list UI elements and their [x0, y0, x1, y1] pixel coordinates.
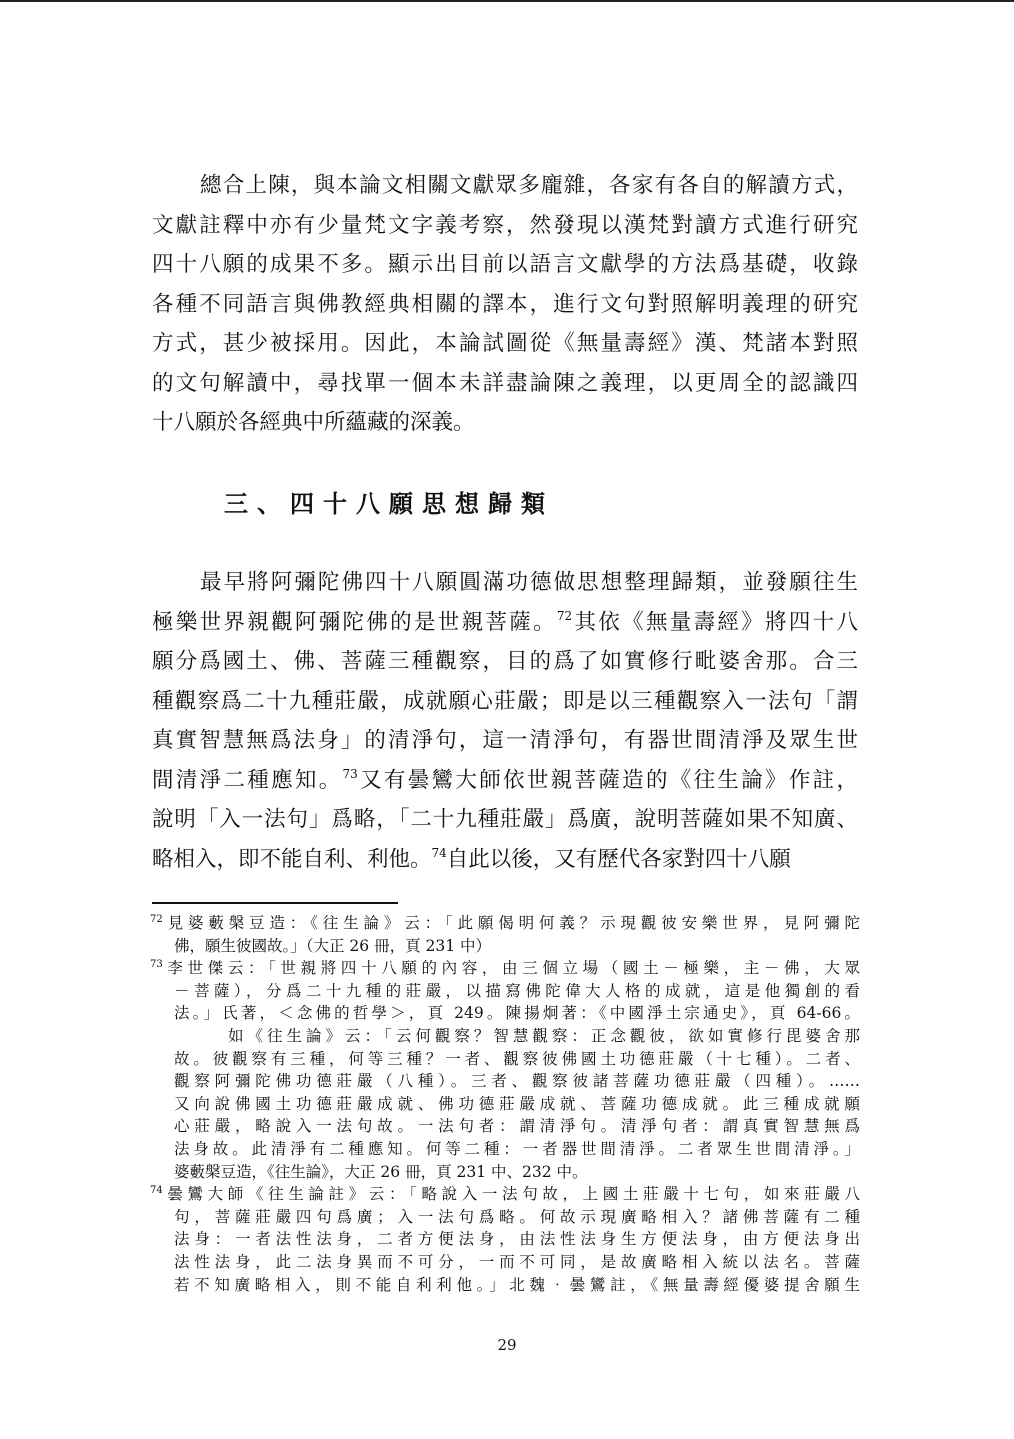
footnote-line: 又向說佛國土功德莊嚴成就、佛功德莊嚴成就、菩薩功德成就。此三種成就願	[174, 1094, 860, 1113]
footnote-line	[150, 912, 860, 935]
footnote-line	[150, 957, 860, 980]
footnote-ref-72[interactable]: 72	[556, 608, 573, 623]
footnotes	[150, 912, 860, 1296]
footnote-text: 李世傑云：「世親將四十八願的內容，由三個立場（國土－極樂，主－佛，大眾	[162, 959, 860, 978]
footnote-line: 佛，願生彼國故。」（大正 26 冊，頁 231 中）	[174, 936, 492, 955]
footnote-line: 若不知廣略相入，則不能自利利他。」北魏‧曇鸞註，《無量壽經優婆提舍願生	[174, 1275, 860, 1294]
text-line	[152, 840, 858, 880]
footnote-line: 法。」氏著，＜念佛的哲學＞，頁 249。陳揚炯著：《中國淨土宗通史》，頁 64-66。	[174, 1004, 860, 1023]
footnote-separator	[152, 902, 398, 904]
text-segment: 自此以後，又有歷代各家對四十八願	[446, 846, 791, 872]
text-line: 最早將阿彌陀佛四十八願圓滿功德做思想整理歸類，並發願往生	[200, 570, 858, 595]
footnote-line: 婆藪槃豆造，《往生論》，大正 26 冊，頁 231 中、232 中。	[174, 1162, 588, 1181]
footnote-line: 法身：一者法性法身，二者方便法身，由法性法身生方便法身，由方便法身出	[174, 1230, 860, 1249]
page-number: 29	[497, 1336, 517, 1354]
text-line: 文獻註釋中亦有少量梵文字義考察，然發現以漢梵對讀方式進行研究	[152, 212, 858, 238]
text-segment: 間清淨二種應知。	[152, 767, 343, 793]
footnote-number: 73	[150, 959, 163, 971]
text-segment: 其依《無量壽經》將四十八	[572, 609, 858, 635]
text-line: 十八願於各經典中所蘊藏的深義。	[152, 410, 475, 435]
footnote-line: 法身故。此清淨有二種應知。何等二種：一者器世間清淨。二者眾生世間清淨。」	[174, 1139, 860, 1158]
footnote-ref-73[interactable]: 73	[342, 766, 358, 781]
footnote-line	[150, 1183, 860, 1206]
footnote-number: 72	[150, 914, 163, 925]
text-line: 種觀察爲二十九種莊嚴，成就願心莊嚴；即是以三種觀察入一法句「謂	[152, 688, 858, 714]
text-segment: 略相入，即不能自利、利他。	[152, 846, 432, 872]
footnote-73	[150, 957, 860, 1183]
footnote-line: －菩薩），分爲二十九種的莊嚴，以描寫佛陀偉大人格的成就，這是他獨創的看	[174, 981, 860, 1000]
footnote-72	[150, 912, 860, 957]
text-line: 的文句解讀中，尋找單一個本未詳盡論陳之義理，以更周全的認識四	[152, 370, 858, 396]
footnote-74	[150, 1183, 860, 1296]
footnote-text: 曇鸞大師《往生論註》云：「略說入一法句故，上國土莊嚴十七句，如來莊嚴八	[162, 1185, 860, 1204]
text-segment: 極樂世界親觀阿彌陀佛的是世親菩薩。	[152, 609, 557, 635]
footnote-ref-74[interactable]: 74	[431, 845, 447, 860]
text-segment: 又有曇鸞大師依世親菩薩造的《往生論》作註，	[357, 767, 858, 793]
section-heading: 三、四十八願思想歸類	[224, 490, 554, 518]
footnote-line: 如《往生論》云：「云何觀察？智慧觀察：正念觀彼，欲如實修行毘婆舍那	[228, 1026, 860, 1045]
paragraph-summary	[152, 166, 858, 443]
footnote-line: 故。彼觀察有三種，何等三種？一者、觀察彼佛國土功德莊嚴（十七種）。二者、	[174, 1049, 860, 1068]
text-line: 真實智慧無爲法身」的清淨句，這一清淨句，有器世間清淨及眾生世	[152, 728, 858, 753]
footnote-line: 心莊嚴，略說入一法句故。一法句者：謂清淨句。清淨句者：謂真實智慧無爲	[174, 1117, 860, 1136]
footnote-number: 74	[150, 1185, 163, 1197]
text-line: 總合上陳，與本論文相關文獻眾多龐雜，各家有各自的解讀方式，	[200, 173, 858, 198]
text-line: 各種不同語言與佛教經典相關的譯本，進行文句對照解明義理的研究	[152, 291, 858, 317]
text-line: 四十八願的成果不多。顯示出目前以語言文獻學的方法爲基礎，收錄	[152, 252, 858, 277]
text-line: 說明「入一法句」爲略，「二十九種莊嚴」爲廣，說明菩薩如果不知廣、	[152, 807, 858, 832]
text-line	[152, 761, 858, 801]
top-border-rule	[0, 0, 1014, 2]
footnote-line: 法性法身，此二法身異而不可分，一而不可同，是故廣略相入統以法名。菩薩	[174, 1252, 860, 1271]
footnote-text: 見婆藪槃豆造：《往生論》云：「此願偈明何義？示現觀彼安樂世界，見阿彌陀	[162, 914, 860, 932]
paragraph-classification	[152, 563, 858, 879]
text-line: 方式，甚少被採用。因此，本論試圖從《無量壽經》漢、梵諸本對照	[152, 331, 858, 356]
text-line	[152, 603, 858, 643]
footnote-line: 句，菩薩莊嚴四句爲廣；入一法句爲略。何故示現廣略相入？諸佛菩薩有二種	[174, 1207, 860, 1226]
footnote-line: 觀察阿彌陀佛功德莊嚴（八種）。三者、觀察彼諸菩薩功德莊嚴（四種）。……	[174, 1072, 860, 1091]
text-line: 願分爲國土、佛、菩薩三種觀察，目的爲了如實修行毗婆舍那。合三	[152, 649, 858, 674]
